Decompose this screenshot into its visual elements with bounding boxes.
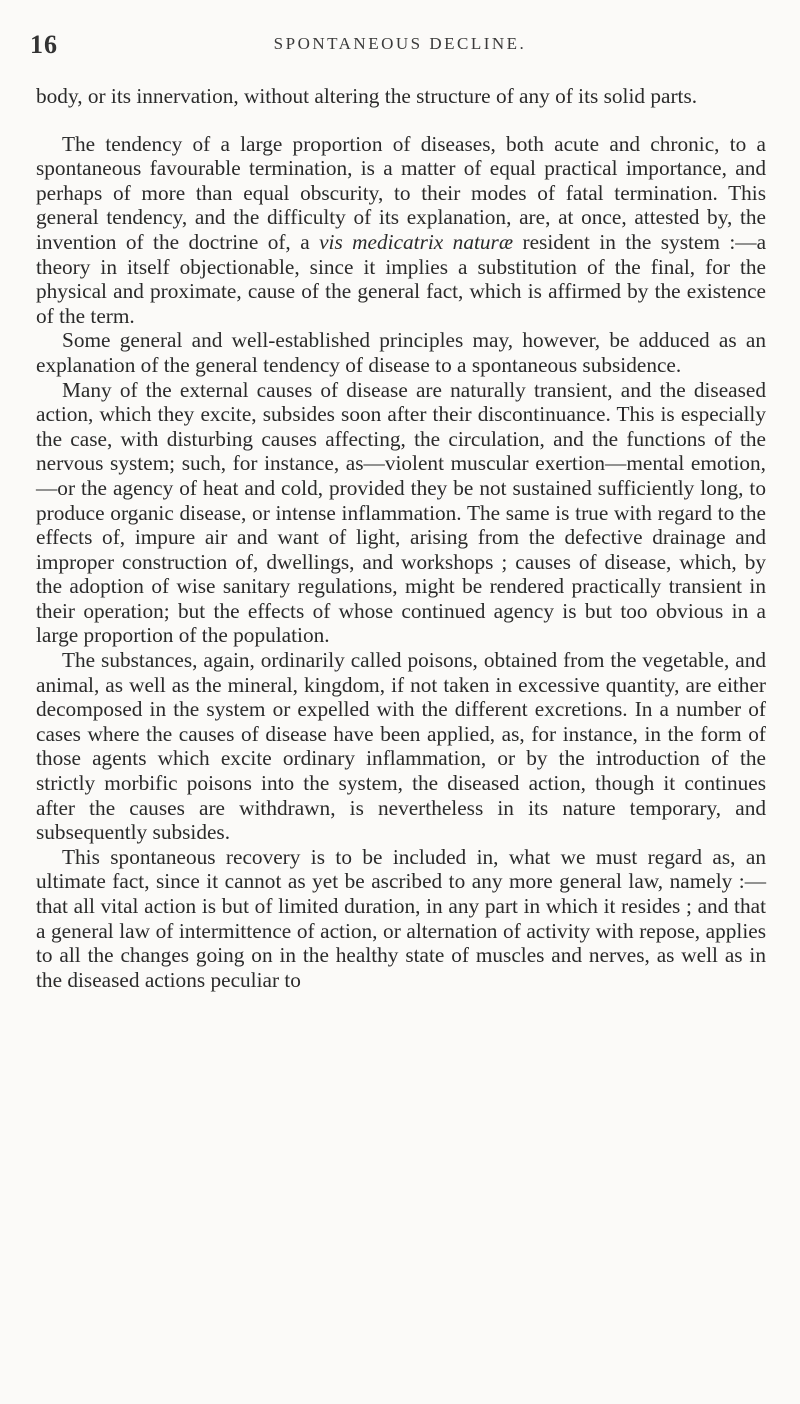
paragraph: Many of the external causes of disease are naturally transient, and the diseased action, which they excite, subsides soon after their discontinuance. This is especially the case, with disturbing causes affecting, the circulation, and the functions of the nervous system; such, for instance, as—violent muscular exertion—mental emotion,—or the agency of heat and cold, provided they be not sustained sufficiently long, to produce organic disease, or intense inflammation. The same is true with regard to the effects of, impure air and want of light, arising from the defective drainage and improper construction of, dwellings, and workshops ; causes of disease, which, by the adoption of wise sanitary regulations, might be rendered practically transient in their operation; but the effects of whose continued agency is but too obvious in a large proportion of the population. <box>36 377 766 648</box>
paragraph: Some general and well-established principles may, however, be adduced as an explanation of the general tendency of disease to a spontaneous subsidence. <box>36 328 766 377</box>
body-text <box>36 84 766 992</box>
paragraph-text: The tendency of a large proportion of diseases, both acute and chronic, to a spontaneous favourable termination, is a matter of equal practical importance, and perhaps of more than equal obscurity, to their modes of fatal termination. This general tendency, and the difficulty of its explanation, are, at once, attested by, the invention of the doctrine of, a <box>36 131 766 254</box>
running-head: SPONTANEOUS DECLINE. <box>273 34 527 53</box>
paragraph-text: resident in the system :—a theory in itself objectionable, since it implies a substitution of the final, for the physical and proximate, cause of the general fact, which is affirmed by the existence of the term. <box>36 229 767 328</box>
paragraph <box>36 132 766 329</box>
paragraph: The substances, again, ordinarily called poisons, obtained from the vegetable, and animal, as well as the mineral, kingdom, if not taken in excessive quantity, are either decomposed in the system or expelled with the different excretions. In a number of cases where the causes of disease have been applied, as, for instance, in the form of those agents which excite ordinary inflammation, or by the introduction of the strictly morbific poisons into the system, the diseased action, though it continues after the causes are withdrawn, is nevertheless in its nature temporary, and subsequently subsides. <box>36 648 766 845</box>
paragraph: body, or its innervation, without altering the structure of any of its solid parts. <box>36 84 698 108</box>
page-number: 16 <box>30 30 58 59</box>
paragraph: This spontaneous recovery is to be included in, what we must regard as, an ultimate fact, since it cannot as yet be ascribed to any more general law, namely :—that all vital action is but of limited duration, in any part in which it resides ; and that a general law of intermittence of action, or alternation of activity with repose, applies to all the changes going on in the healthy state of muscles and nerves, as well as in the diseased actions peculiar to <box>36 844 766 992</box>
page-header <box>30 30 770 60</box>
latin-phrase: vis medicatrix naturæ <box>319 229 514 254</box>
